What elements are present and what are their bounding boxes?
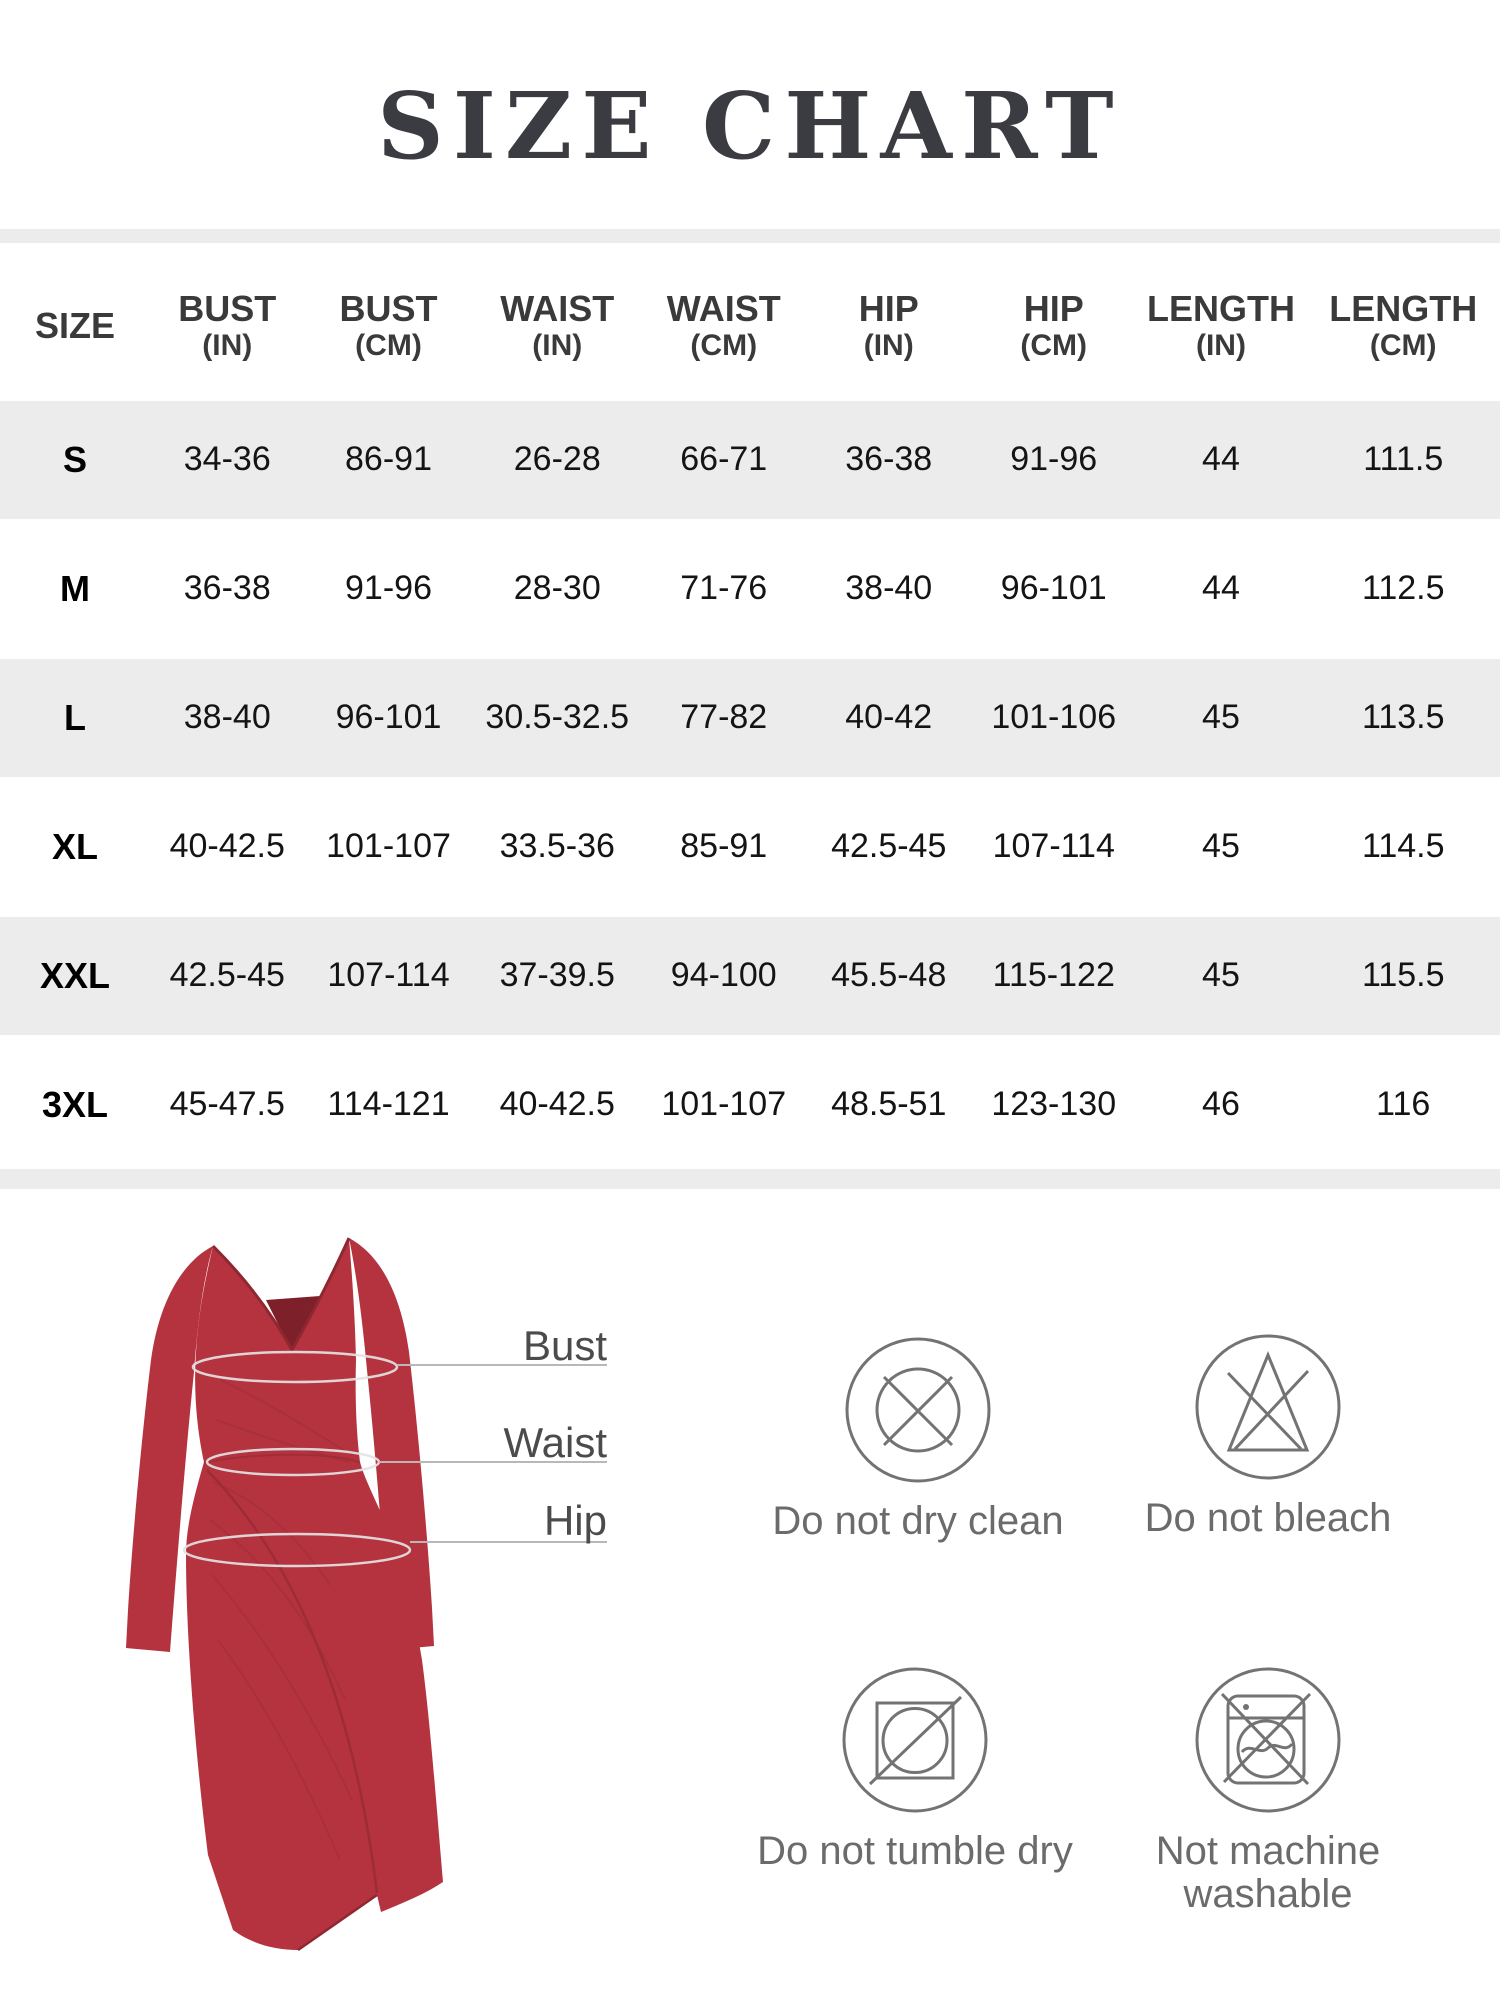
- value-cell: 96-101: [1000, 569, 1107, 607]
- table-row: [0, 782, 1500, 911]
- size-cell: XL: [51, 825, 98, 867]
- care-item-do-not-bleach: [1088, 1331, 1448, 1540]
- value-cell: 37-39.5: [499, 956, 615, 994]
- value-cell: 101-107: [326, 827, 451, 865]
- value-cell: 45.5-48: [831, 956, 947, 994]
- value-cell: 44: [1202, 569, 1240, 607]
- table-row: [0, 524, 1500, 653]
- value-cell: 101-107: [661, 1085, 787, 1123]
- value-cell: 33.5-36: [499, 827, 615, 865]
- do-not-dry-clean-icon: [842, 1334, 994, 1486]
- size-cell: 3XL: [41, 1083, 109, 1125]
- value-cell: 96-101: [335, 698, 442, 736]
- size-cell: S: [62, 438, 87, 480]
- value-cell: 66-71: [680, 440, 768, 478]
- value-cell: 40-42.5: [499, 1085, 615, 1123]
- value-cell: 40-42.5: [169, 827, 285, 865]
- value-cell: 91-96: [1010, 440, 1098, 478]
- value-cell: 46: [1202, 1085, 1240, 1123]
- do-not-bleach-icon: [1192, 1331, 1344, 1483]
- value-cell: 91-96: [345, 569, 432, 607]
- value-cell: 38-40: [183, 698, 271, 736]
- waist-measure-ellipse: [207, 1449, 379, 1475]
- value-cell: 115-122: [992, 956, 1115, 994]
- size-chart-table: [0, 243, 1500, 1169]
- size-cell: L: [64, 696, 86, 738]
- value-cell: 86-91: [345, 440, 432, 478]
- value-cell: 36-38: [845, 440, 933, 478]
- table-row: [0, 395, 1500, 524]
- size-cell: XXL: [39, 954, 110, 996]
- column-header: LENGTH (IN): [1146, 288, 1295, 363]
- measurement-label-hip: Hip: [543, 1497, 607, 1544]
- care-label: Do not dry clean: [772, 1499, 1064, 1543]
- divider-strip-top: [0, 229, 1500, 243]
- value-cell: 77-82: [680, 698, 768, 736]
- value-cell: 112.5: [1361, 569, 1445, 607]
- column-header: HIP (IN): [858, 288, 919, 363]
- value-cell: 71-76: [680, 569, 768, 607]
- measurement-label-waist: Waist: [503, 1419, 607, 1466]
- table-row: [0, 653, 1500, 782]
- column-header: BUST (IN): [178, 288, 277, 363]
- size-cell: M: [60, 567, 90, 609]
- column-header: BUST (CM): [339, 288, 438, 363]
- value-cell: 48.5-51: [831, 1085, 947, 1123]
- divider-strip-bottom: [0, 1169, 1500, 1189]
- value-cell: 116: [1376, 1085, 1431, 1123]
- hip-measure-ellipse: [184, 1534, 410, 1566]
- value-cell: 30.5-32.5: [485, 698, 630, 736]
- not-machine-washable-icon: [1192, 1664, 1344, 1816]
- value-cell: 113.5: [1361, 698, 1445, 736]
- value-cell: 45: [1202, 827, 1240, 865]
- table-header-row: [0, 243, 1500, 395]
- care-item-do-not-dry-clean: [738, 1334, 1098, 1543]
- column-header: LENGTH (CM): [1329, 288, 1478, 363]
- table-body: [0, 395, 1500, 1169]
- care-label: Not machine washable: [1155, 1829, 1381, 1917]
- value-cell: 101-106: [991, 698, 1117, 736]
- value-cell: 114-121: [327, 1085, 450, 1123]
- column-header: SIZE: [34, 305, 115, 347]
- value-cell: 34-36: [183, 440, 271, 478]
- value-cell: 42.5-45: [831, 827, 947, 865]
- value-cell: 42.5-45: [169, 956, 285, 994]
- value-cell: 28-30: [513, 569, 601, 607]
- dress-silhouette: [126, 1238, 443, 1950]
- value-cell: 36-38: [183, 569, 271, 607]
- column-header: HIP (CM): [1020, 288, 1088, 363]
- value-cell: 114.5: [1361, 827, 1445, 865]
- drape-lines: [210, 1380, 352, 1860]
- value-cell: 38-40: [845, 569, 933, 607]
- care-item-not-machine-washable: [1088, 1664, 1448, 1916]
- value-cell: 45: [1202, 698, 1240, 736]
- table-row: [0, 911, 1500, 1040]
- table-row: [0, 1040, 1500, 1169]
- bust-measure-ellipse: [193, 1352, 397, 1382]
- care-label: Do not bleach: [1144, 1496, 1392, 1540]
- value-cell: 107-114: [327, 956, 450, 994]
- value-cell: 45: [1202, 956, 1240, 994]
- value-cell: 44: [1202, 440, 1240, 478]
- column-header: WAIST (CM): [666, 288, 781, 363]
- value-cell: 40-42: [845, 698, 933, 736]
- value-cell: 115.5: [1361, 956, 1445, 994]
- value-cell: 111.5: [1363, 440, 1444, 478]
- value-cell: 45-47.5: [169, 1085, 285, 1123]
- value-cell: 94-100: [670, 956, 777, 994]
- value-cell: 123-130: [991, 1085, 1117, 1123]
- measurement-label-bust: Bust: [522, 1322, 607, 1369]
- do-not-tumble-dry-icon: [839, 1664, 991, 1816]
- care-label: Do not tumble dry: [757, 1829, 1073, 1873]
- care-item-do-not-tumble-dry: [735, 1664, 1095, 1873]
- value-cell: 107-114: [992, 827, 1115, 865]
- value-cell: 26-28: [513, 440, 601, 478]
- page-title: SIZE CHART: [377, 72, 1123, 180]
- column-header: WAIST (IN): [500, 288, 615, 363]
- value-cell: 85-91: [680, 827, 768, 865]
